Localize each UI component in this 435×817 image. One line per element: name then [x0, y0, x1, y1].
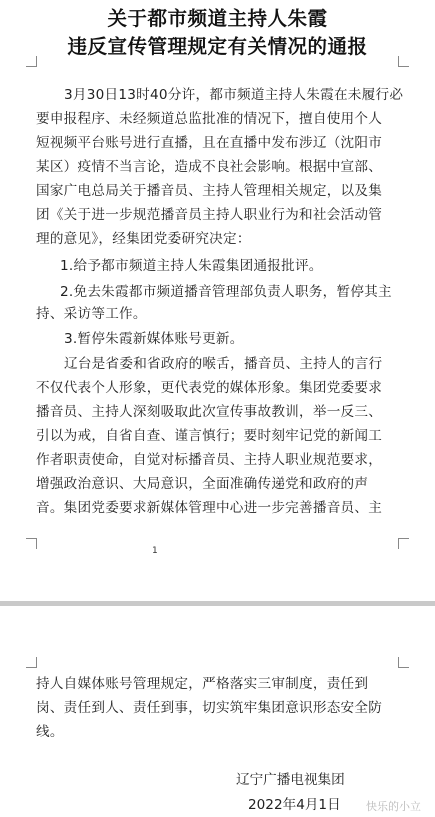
body-line: 持、采访等工作。 — [36, 306, 147, 322]
body-line: 线。 — [36, 724, 64, 740]
crop-mark-top-left — [26, 657, 37, 668]
crop-mark-top-right — [398, 56, 409, 67]
body-line: 理的意见》，经集团党委研究决定： — [36, 231, 251, 247]
document-title-line-1: 关于都市频道主持人朱霞 — [107, 7, 328, 30]
body-line: 3月30日13时40分许，都市频道主持人朱霞在未履行必 — [64, 87, 404, 103]
signature-organization: 辽宁广播电视集团 — [236, 772, 345, 788]
decision-item-3: 3.暂停朱霞新媒体账号更新。 — [64, 331, 244, 347]
body-line: 作者职责使命，自觉对标播音员、主持人职业规范要求， — [36, 452, 383, 468]
body-line: 国家广电总局关于播音员、主持人管理相关规定，以及集 — [36, 183, 383, 199]
body-line: 要申报程序、未经频道总监批准的情况下，擅自使用个人 — [36, 111, 383, 127]
body-line: 某区）疫情不当言论，造成不良社会影响。根据中宣部、 — [36, 159, 383, 175]
body-line: 岗、责任到人、责任到事，切实筑牢集团意识形态安全防 — [36, 700, 383, 716]
body-line: 音。集团党委要求新媒体管理中心进一步完善播音员、主 — [36, 500, 383, 516]
signature-date: 2022年4月1日 — [248, 797, 341, 813]
decision-item-2: 2.免去朱霞都市频道播音管理部负责人职务，暂停其主 — [60, 284, 392, 300]
body-line: 不仅代表个人形象，更代表党的媒体形象。集团党委要求 — [36, 380, 383, 396]
crop-mark-top-left — [26, 56, 37, 67]
body-line: 引以为戒，自省自查、谨言慎行；要时刻牢记党的新闻工 — [36, 428, 383, 444]
body-line: 辽台是省委和省政府的喉舌，播音员、主持人的言行 — [64, 356, 383, 372]
crop-mark-bottom-left — [26, 538, 37, 549]
crop-mark-top-right — [398, 657, 409, 668]
document-title-line-2: 违反宣传管理规定有关情况的通报 — [67, 35, 368, 58]
watermark: 快乐的小立 — [366, 800, 421, 813]
body-line: 短视频平台账号进行直播，且在直播中发布涉辽（沈阳市 — [36, 135, 383, 151]
body-line: 持人自媒体账号管理规定，严格落实三审制度，责任到 — [36, 676, 369, 692]
decision-item-1: 1.给予都市频道主持人朱霞集团通报批评。 — [60, 258, 323, 274]
body-line: 播音员、主持人深刻吸取此次宣传事故教训，举一反三、 — [36, 404, 383, 420]
crop-mark-bottom-right — [398, 538, 409, 549]
body-line: 增强政治意识、大局意识，全面准确传递党和政府的声 — [36, 476, 369, 492]
body-line: 团《关于进一步规范播音员主持人职业行为和社会活动管 — [36, 207, 383, 223]
page-number: 1 — [152, 546, 158, 556]
